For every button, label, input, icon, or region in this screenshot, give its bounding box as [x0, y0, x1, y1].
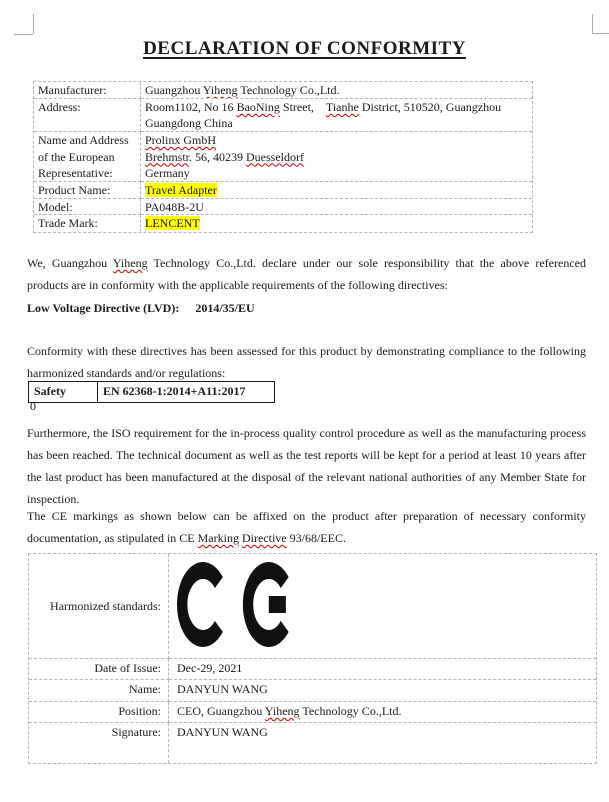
date-of-issue-value: Dec-29, 2021	[169, 659, 596, 680]
spellcheck-word: Yiheng	[112, 256, 148, 270]
product-name-label: Product Name:	[34, 182, 141, 199]
product-name-value	[141, 182, 532, 199]
address-line-1: Room1102, No 16 BaoNing Street, Tianhe District, 510520, Guangzhou	[145, 100, 502, 114]
spellcheck-word: Yiheng	[264, 704, 300, 718]
manufacturer-value: Guangzhou Yiheng Technology Co.,Ltd.	[141, 82, 532, 99]
ce-mark-logo	[177, 562, 289, 647]
spellcheck-word: Duesseldorf	[246, 149, 304, 164]
margin-corner-mark-top-left-vertical	[33, 14, 34, 34]
manufacturer-label: Manufacturer:	[34, 82, 141, 99]
stray-zero-text: 0	[30, 399, 36, 413]
lvd-directive-line	[27, 297, 255, 319]
representative-street: Brehmstr. 56, 40239 Duesseldorf	[145, 149, 304, 164]
highlighted-text: LENCENT	[145, 216, 200, 230]
spellcheck-word: Brehmstr	[145, 149, 189, 164]
spellcheck-word: Yiheng	[202, 83, 238, 97]
lvd-label: Low Voltage Directive (LVD):	[27, 301, 180, 315]
highlighted-text: Travel Adapter	[145, 183, 217, 197]
standards-table	[28, 381, 275, 403]
lvd-value: 2014/35/EU	[195, 301, 255, 315]
signature-label: Signature:	[29, 723, 169, 763]
ce-mark-cell	[169, 554, 596, 659]
harmonized-standards-label: Harmonized standards:	[29, 554, 169, 659]
conformity-paragraph: Conformity with these directives has been assessed for this product by demonstrating compliance to the following harmonized standards and/or regulations:	[27, 344, 586, 380]
spellcheck-word: Prolinx GmbH	[145, 133, 217, 147]
position-label: Position:	[29, 702, 169, 723]
spellcheck-word: Marking	[197, 531, 239, 545]
representative-value	[141, 132, 532, 182]
name-value: DANYUN WANG	[169, 680, 596, 702]
product-info-table	[33, 81, 533, 233]
address-label: Address:	[34, 99, 141, 132]
page-title: DECLARATION OF CONFORMITY	[143, 38, 466, 59]
trademark-value	[141, 215, 532, 232]
margin-corner-mark-top-right-horizontal	[592, 33, 609, 34]
date-of-issue-label: Date of Issue:	[29, 659, 169, 680]
address-line-2: Guangdong China	[145, 116, 233, 130]
ce-marking-paragraph: The CE markings as shown below can be affixed on the product after preparation of necessary conformity documentation, as stipulated in CE Marking Directive 93/68/EEC.	[27, 509, 586, 545]
model-value: PA048B-2U	[141, 199, 532, 215]
spellcheck-word: Tianhe	[325, 100, 359, 114]
representative-country: Germany	[145, 166, 190, 180]
margin-corner-mark-top-right-vertical	[592, 14, 593, 34]
representative-label: Name and Address of the European Representative:	[34, 132, 141, 182]
signature-value: DANYUN WANG	[177, 725, 268, 739]
spellcheck-word: Directive	[241, 531, 287, 545]
declaration-paragraph: We, Guangzhou Yiheng Technology Co.,Ltd. declare under our sole responsibility that the above referenced products are in conformity with the applicable requirements of the following directives:	[27, 256, 586, 292]
representative-company	[145, 132, 529, 149]
safety-label: Safety	[29, 382, 98, 402]
safety-standard-value: EN 62368-1:2014+A11:2017	[103, 384, 246, 398]
name-label: Name:	[29, 680, 169, 702]
iso-paragraph: Furthermore, the ISO requirement for the in-process quality control procedure as well as the manufacturing process has been reached. The technical document as well as the test reports will be kept for a period at least 10 years after the last product has been manufactured at the disposal of the relevant national authorities of any Member State for inspection.	[27, 426, 586, 506]
signature-table	[28, 553, 597, 764]
trademark-label: Trade Mark:	[34, 215, 141, 232]
model-label: Model:	[34, 199, 141, 215]
spellcheck-word: BaoNing	[236, 100, 280, 114]
margin-corner-mark-top-left-horizontal	[14, 34, 33, 35]
address-value	[141, 99, 532, 132]
position-value: CEO, Guangzhou Yiheng Technology Co.,Ltd.	[169, 702, 596, 723]
